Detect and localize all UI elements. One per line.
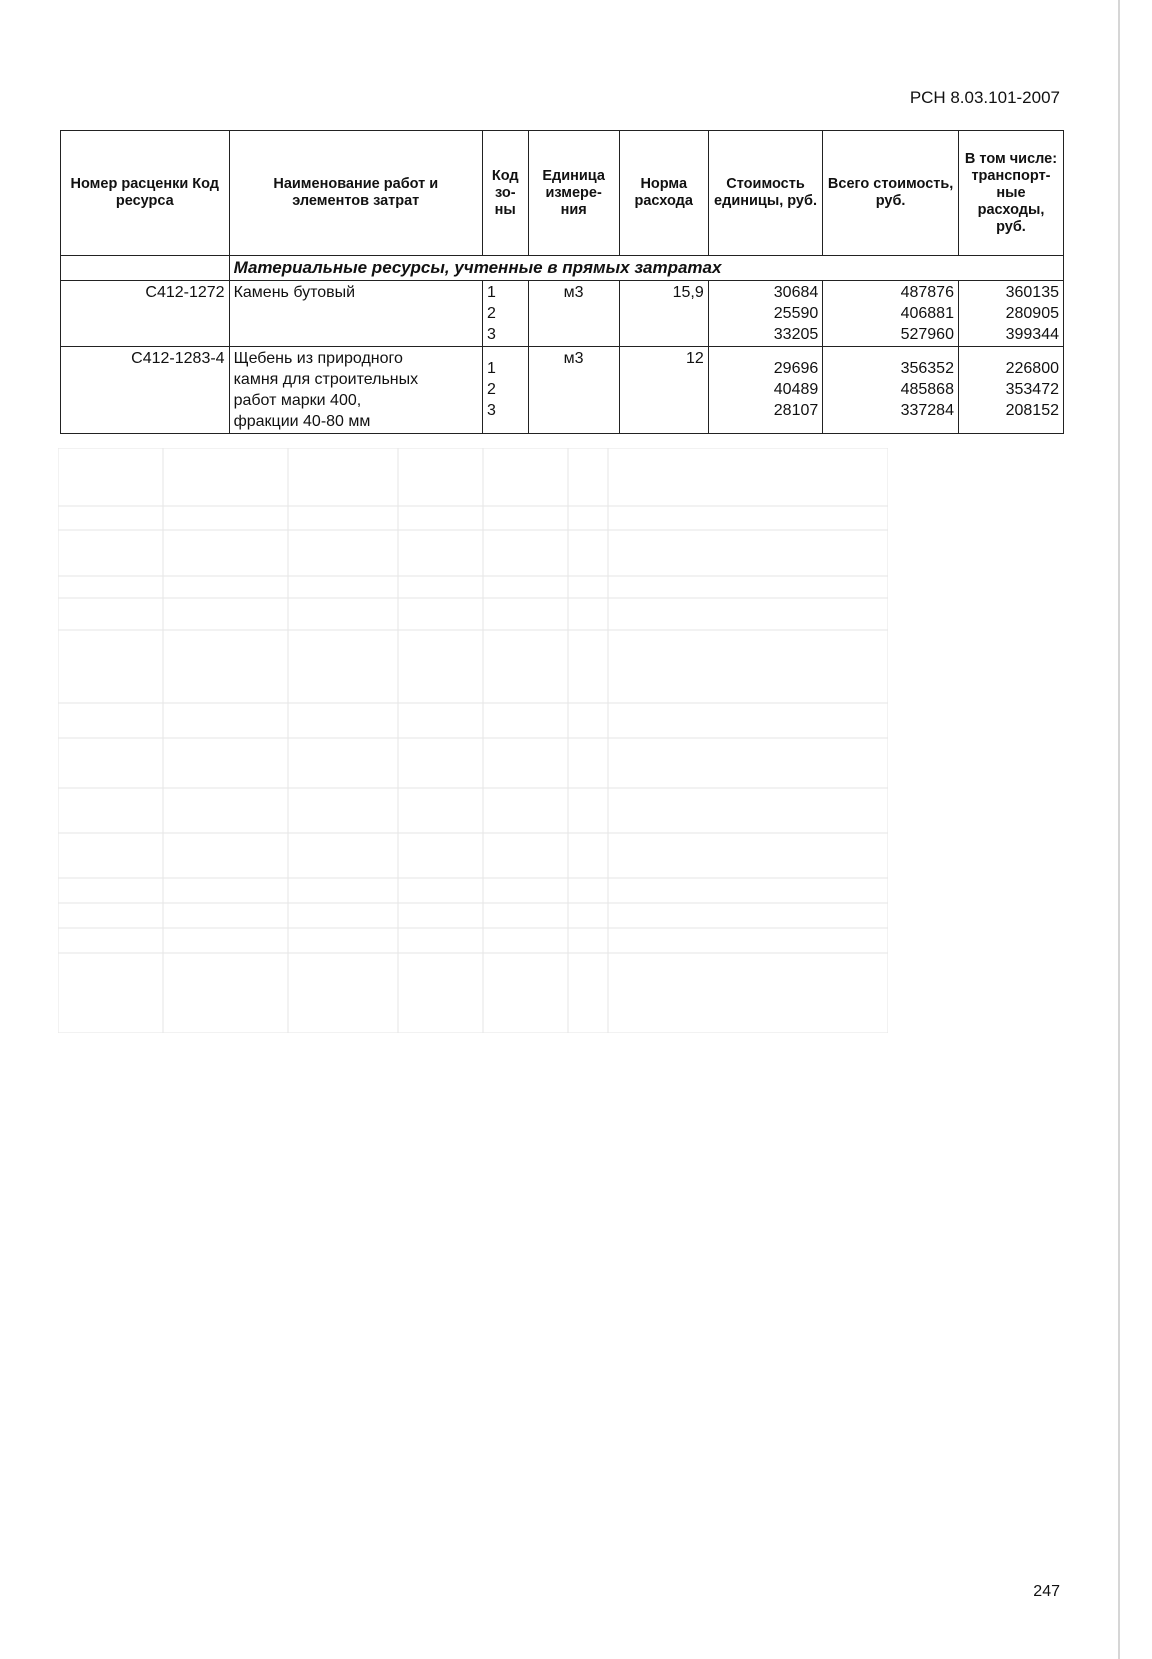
- work-name-line: работ марки 400,: [233, 392, 362, 409]
- total-cost: [823, 347, 959, 434]
- total-cost-value: 406881: [900, 305, 954, 322]
- page-number: 247: [1033, 1583, 1060, 1600]
- unit-cost: [708, 347, 823, 434]
- total-cost-value: 487876: [900, 284, 954, 301]
- unit-cost-value: 29696: [773, 360, 819, 377]
- work-name-line: Щебень из природного: [233, 350, 403, 367]
- col-header-transport: В том числе: транспорт-ные расходы, руб.: [958, 131, 1063, 256]
- document-code: РСН 8.03.101-2007: [909, 88, 1060, 107]
- transport-cost-value: 353472: [1005, 381, 1059, 398]
- col-header-norm: Норма расхода: [619, 131, 708, 256]
- bleed-through-grid: [58, 448, 888, 1033]
- zone-code: 2: [486, 381, 496, 398]
- unit-cost-value: 28107: [773, 402, 819, 419]
- work-name-line: Камень бутовый: [233, 284, 356, 301]
- col-header-total-cost: Всего стоимость, руб.: [823, 131, 959, 256]
- transport-cost-value: 360135: [1005, 284, 1059, 301]
- unit: м3: [528, 347, 619, 434]
- unit-cost: [708, 281, 823, 347]
- rate-code: С412-1283-4: [61, 347, 230, 434]
- unit-cost-value: 25590: [773, 305, 819, 322]
- col-header-zone: Код зо-ны: [482, 131, 528, 256]
- unit-cost-value: 33205: [773, 326, 819, 343]
- norm: 15,9: [619, 281, 708, 347]
- total-cost: [823, 281, 959, 347]
- work-name: [229, 347, 482, 434]
- zone-code: 1: [486, 284, 496, 301]
- total-cost-value: 337284: [900, 402, 954, 419]
- zone-code: 2: [486, 305, 496, 322]
- transport-cost-value: 226800: [1005, 360, 1059, 377]
- page-edge: [1118, 0, 1120, 1659]
- col-header-unit: Единица измере-ния: [528, 131, 619, 256]
- zone-codes: [482, 281, 528, 347]
- total-cost-value: 485868: [900, 381, 954, 398]
- transport-cost-value: 399344: [1005, 326, 1059, 343]
- unit-cost-value: 30684: [773, 284, 819, 301]
- zone-codes: [482, 347, 528, 434]
- table-row: [61, 347, 1064, 434]
- table-row: [61, 281, 1064, 347]
- work-name-line: камня для строительных: [233, 371, 419, 388]
- transport-cost: [958, 281, 1063, 347]
- zone-code: 1: [486, 360, 496, 377]
- work-name: [229, 281, 482, 347]
- col-header-unit-cost: Стоимость единицы, руб.: [708, 131, 823, 256]
- total-cost-value: 356352: [900, 360, 954, 377]
- zone-code: 3: [486, 402, 496, 419]
- section-row: [61, 256, 1064, 281]
- rates-table: [60, 130, 1064, 434]
- transport-cost: [958, 347, 1063, 434]
- zone-code: 3: [486, 326, 496, 343]
- norm: 12: [619, 347, 708, 434]
- col-header-code: Номер расценки Код ресурса: [61, 131, 230, 256]
- rate-code: С412-1272: [61, 281, 230, 347]
- unit-cost-value: 40489: [773, 381, 819, 398]
- work-name-line: фракции 40-80 мм: [233, 413, 371, 430]
- col-header-name: Наименование работ и элементов затрат: [229, 131, 482, 256]
- table-header-row: [61, 131, 1064, 256]
- transport-cost-value: 280905: [1005, 305, 1059, 322]
- transport-cost-value: 208152: [1005, 402, 1059, 419]
- unit: м3: [528, 281, 619, 347]
- total-cost-value: 527960: [900, 326, 954, 343]
- section-title: Материальные ресурсы, учтенные в прямых затратах: [229, 256, 1063, 281]
